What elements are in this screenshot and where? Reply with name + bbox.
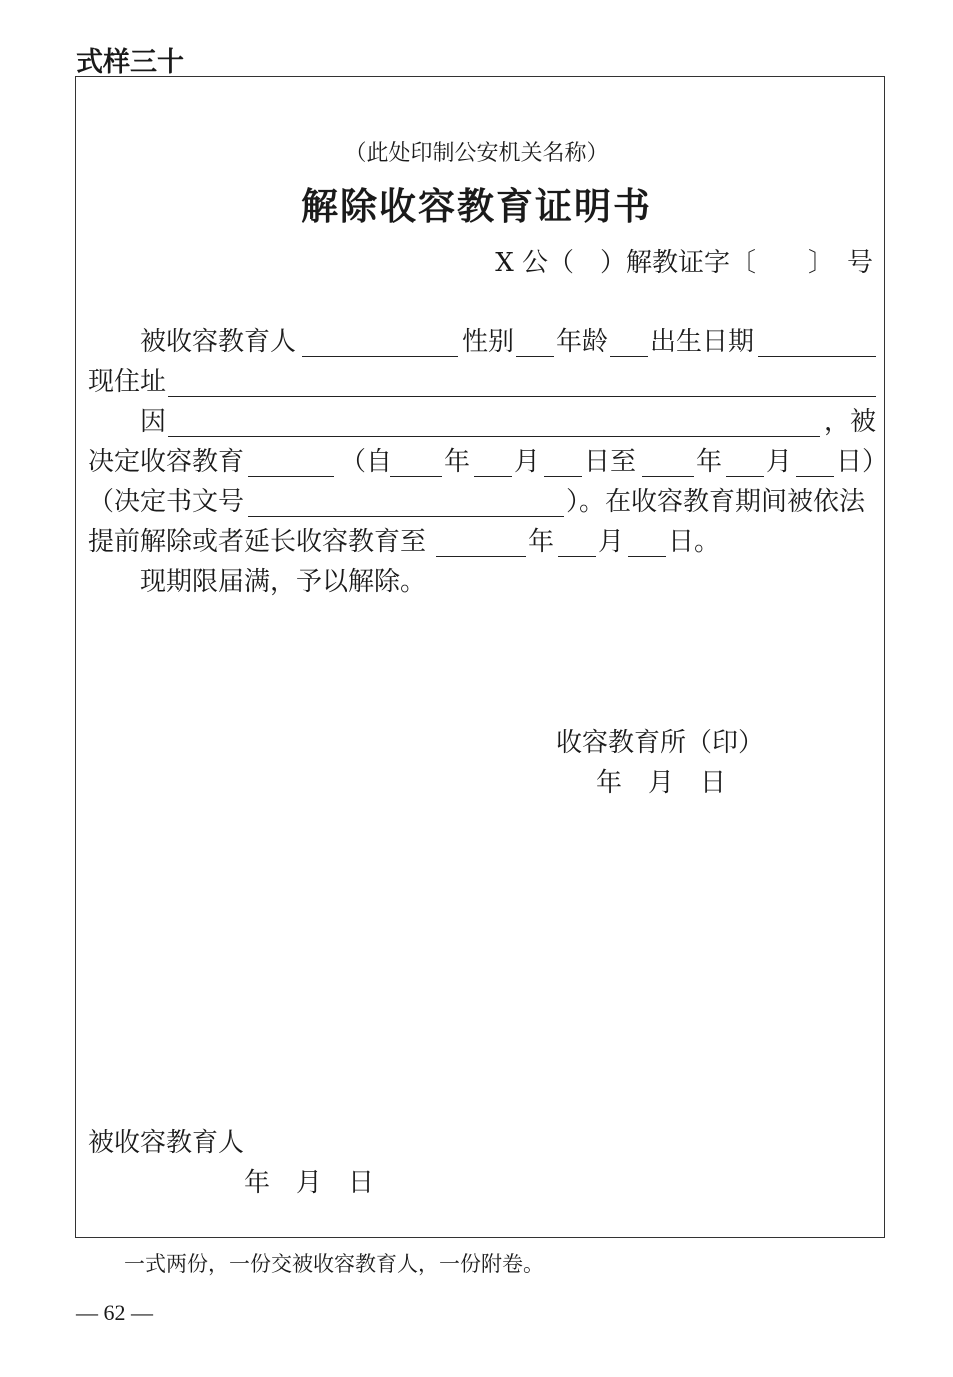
line-address — [88, 362, 876, 402]
label-age: 年龄 — [556, 327, 609, 357]
label-birthdate: 出生日期 — [650, 327, 755, 357]
seal-date: 年 月 日 — [596, 768, 727, 798]
field-address[interactable] — [168, 396, 876, 397]
document-title: 解除收容教育证明书 — [301, 184, 652, 228]
issuer-placeholder: （此处印制公安机关名称） — [344, 141, 609, 166]
line-detention-period — [88, 442, 889, 482]
label-bei: ，被 — [824, 407, 877, 437]
signature-label: 被收容教育人 — [88, 1128, 245, 1158]
field-gender[interactable] — [516, 356, 554, 357]
line-detainee-info — [88, 322, 876, 362]
field-start-year[interactable] — [390, 476, 442, 477]
document-number: X 公（ ）解教证字〔 〕 号 — [495, 248, 873, 278]
label-decision-number: （决定书文号 — [88, 487, 245, 517]
label-year: 年 — [444, 447, 471, 477]
label-day-to: 日至 — [584, 447, 637, 477]
line-extension — [88, 522, 876, 562]
field-ext-year[interactable] — [436, 556, 526, 557]
field-birthdate[interactable] — [758, 356, 876, 357]
label-month: 月 — [766, 447, 793, 477]
field-age[interactable] — [610, 356, 648, 357]
field-duration[interactable] — [248, 476, 334, 477]
signature-date: 年 月 日 — [244, 1168, 375, 1198]
label-month: 月 — [514, 447, 541, 477]
field-reason[interactable] — [168, 436, 820, 437]
label-decision: 决定收容教育 — [88, 447, 245, 477]
label-detainee: 被收容教育人 — [140, 327, 297, 357]
page-number: — 62 — — [76, 1300, 153, 1325]
field-start-day[interactable] — [544, 476, 582, 477]
label-day: 日。 — [668, 527, 721, 557]
line-release — [88, 562, 876, 602]
field-ext-month[interactable] — [558, 556, 596, 557]
release-statement: 现期限届满，予以解除。 — [140, 567, 427, 597]
field-detainee-name[interactable] — [302, 356, 458, 357]
label-decision-tail: ）。在收容教育期间被依法 — [566, 487, 866, 517]
line-decision-number — [88, 482, 876, 522]
label-from: （自 — [340, 447, 393, 477]
field-start-month[interactable] — [474, 476, 512, 477]
seal-text: 收容教育所（印） — [556, 728, 765, 758]
field-decision-number[interactable] — [248, 516, 564, 517]
label-month: 月 — [598, 527, 625, 557]
form-label: 式样三十 — [76, 47, 184, 78]
line-reason — [88, 402, 876, 442]
label-address: 现住址 — [88, 367, 167, 397]
field-end-day[interactable] — [796, 476, 834, 477]
field-end-year[interactable] — [642, 476, 694, 477]
field-end-month[interactable] — [726, 476, 764, 477]
label-extension: 提前解除或者延长收容教育至 — [88, 527, 427, 557]
label-day-close: 日） — [836, 447, 889, 477]
label-reason: 因 — [140, 407, 167, 437]
label-year: 年 — [696, 447, 723, 477]
label-year: 年 — [528, 527, 555, 557]
field-ext-day[interactable] — [628, 556, 666, 557]
footnote: 一式两份，一份交被收容教育人，一份附卷。 — [124, 1252, 544, 1276]
label-gender: 性别 — [462, 327, 515, 357]
